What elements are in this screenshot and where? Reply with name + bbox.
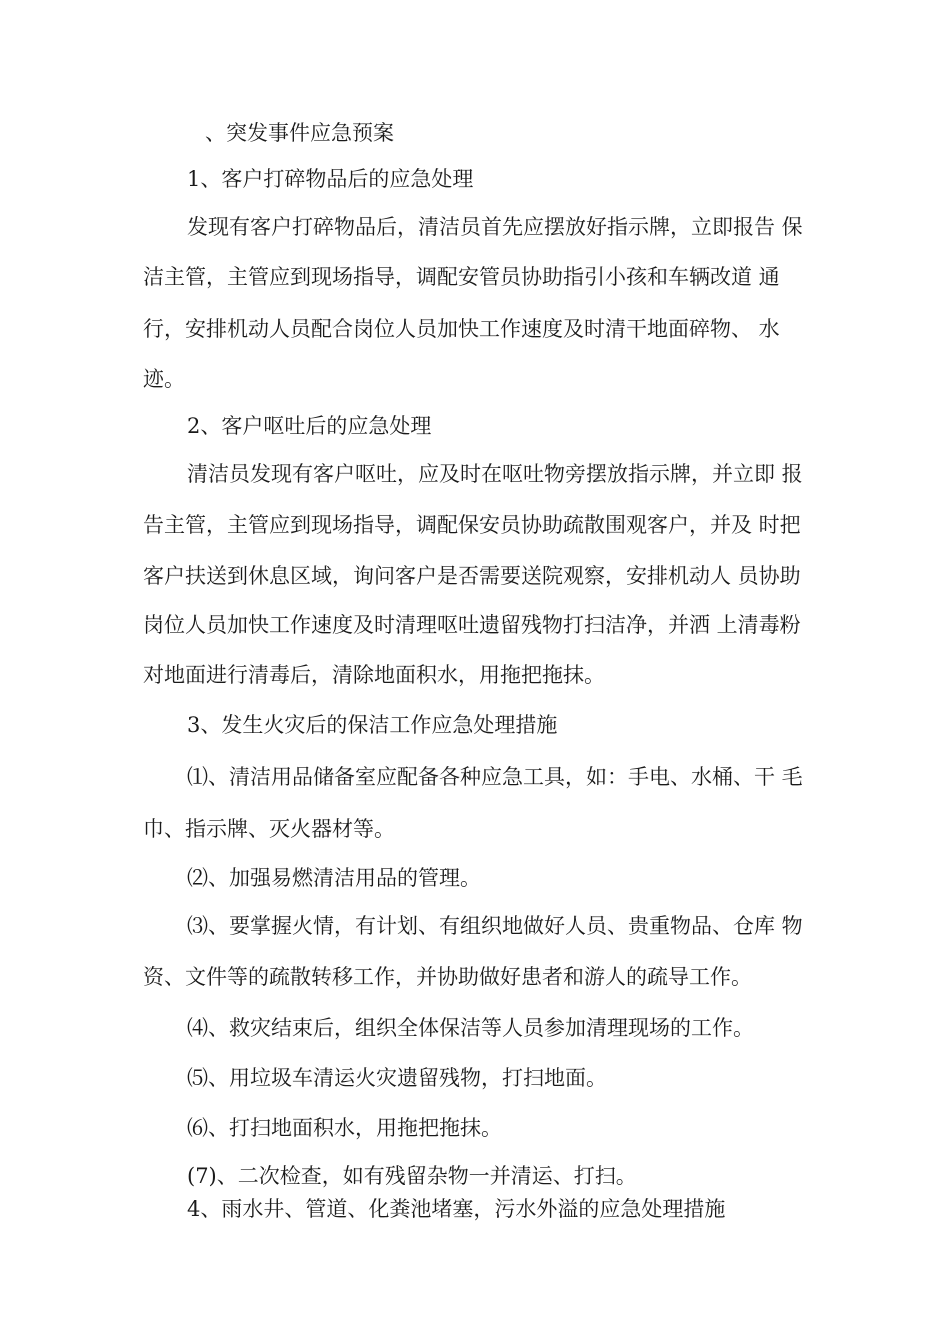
section-1-line-3: 行，安排机动人员配合岗位人员加快工作速度及时清干地面碎物、 水 (143, 317, 780, 341)
section-1-heading: 1、客户打碎物品后的应急处理 (187, 167, 474, 191)
document-title: 、突发事件应急预案 (205, 121, 394, 145)
section-3-item-1-line-2: 巾、指示牌、灭火器材等。 (143, 817, 395, 841)
section-1-line-4: 迹。 (143, 367, 185, 391)
section-4-heading: 4、雨水井、管道、化粪池堵塞，污水外溢的应急处理措施 (187, 1197, 726, 1221)
section-3-item-4: ⑷、救灾结束后，组织全体保洁等人员参加清理现场的工作。 (187, 1016, 754, 1040)
section-1-line-2: 洁主管，主管应到现场指导，调配安管员协助指引小孩和车辆改道 通 (143, 265, 780, 289)
section-2-line-5: 对地面进行清毒后，清除地面积水，用拖把拖抹。 (143, 663, 605, 687)
section-3-item-1-line-1: ⑴、清洁用品储备室应配备各种应急工具，如：手电、水桶、干 毛 (187, 765, 803, 789)
section-3-item-6: ⑹、打扫地面积水，用拖把拖抹。 (187, 1116, 502, 1140)
section-3-heading: 3、发生火灾后的保洁工作应急处理措施 (187, 713, 558, 737)
section-2-line-2: 告主管，主管应到现场指导，调配保安员协助疏散围观客户，并及 时把 (143, 513, 801, 537)
section-2-line-3: 客户扶送到休息区域，询问客户是否需要送院观察，安排机动人 员协助 (143, 564, 801, 588)
section-2-heading: 2、客户呕吐后的应急处理 (187, 414, 432, 438)
section-2-line-4: 岗位人员加快工作速度及时清理呕吐遗留残物打扫洁净，并洒 上清毒粉 (143, 613, 801, 637)
section-3-item-3-line-1: ⑶、要掌握火情，有计划、有组织地做好人员、贵重物品、仓库 物 (187, 914, 803, 938)
section-3-item-5: ⑸、用垃圾车清运火灾遗留残物，打扫地面。 (187, 1066, 607, 1090)
section-3-item-7: (7)、二次检查，如有残留杂物一并清运、打扫。 (187, 1164, 637, 1188)
section-1-line-1: 发现有客户打碎物品后，清洁员首先应摆放好指示牌，立即报告 保 (187, 215, 803, 239)
section-3-item-3-line-2: 资、文件等的疏散转移工作，并协助做好患者和游人的疏导工作。 (143, 965, 752, 989)
section-2-line-1: 清洁员发现有客户呕吐，应及时在呕吐物旁摆放指示牌，并立即 报 (187, 462, 803, 486)
section-3-item-2: ⑵、加强易燃清洁用品的管理。 (187, 866, 481, 890)
